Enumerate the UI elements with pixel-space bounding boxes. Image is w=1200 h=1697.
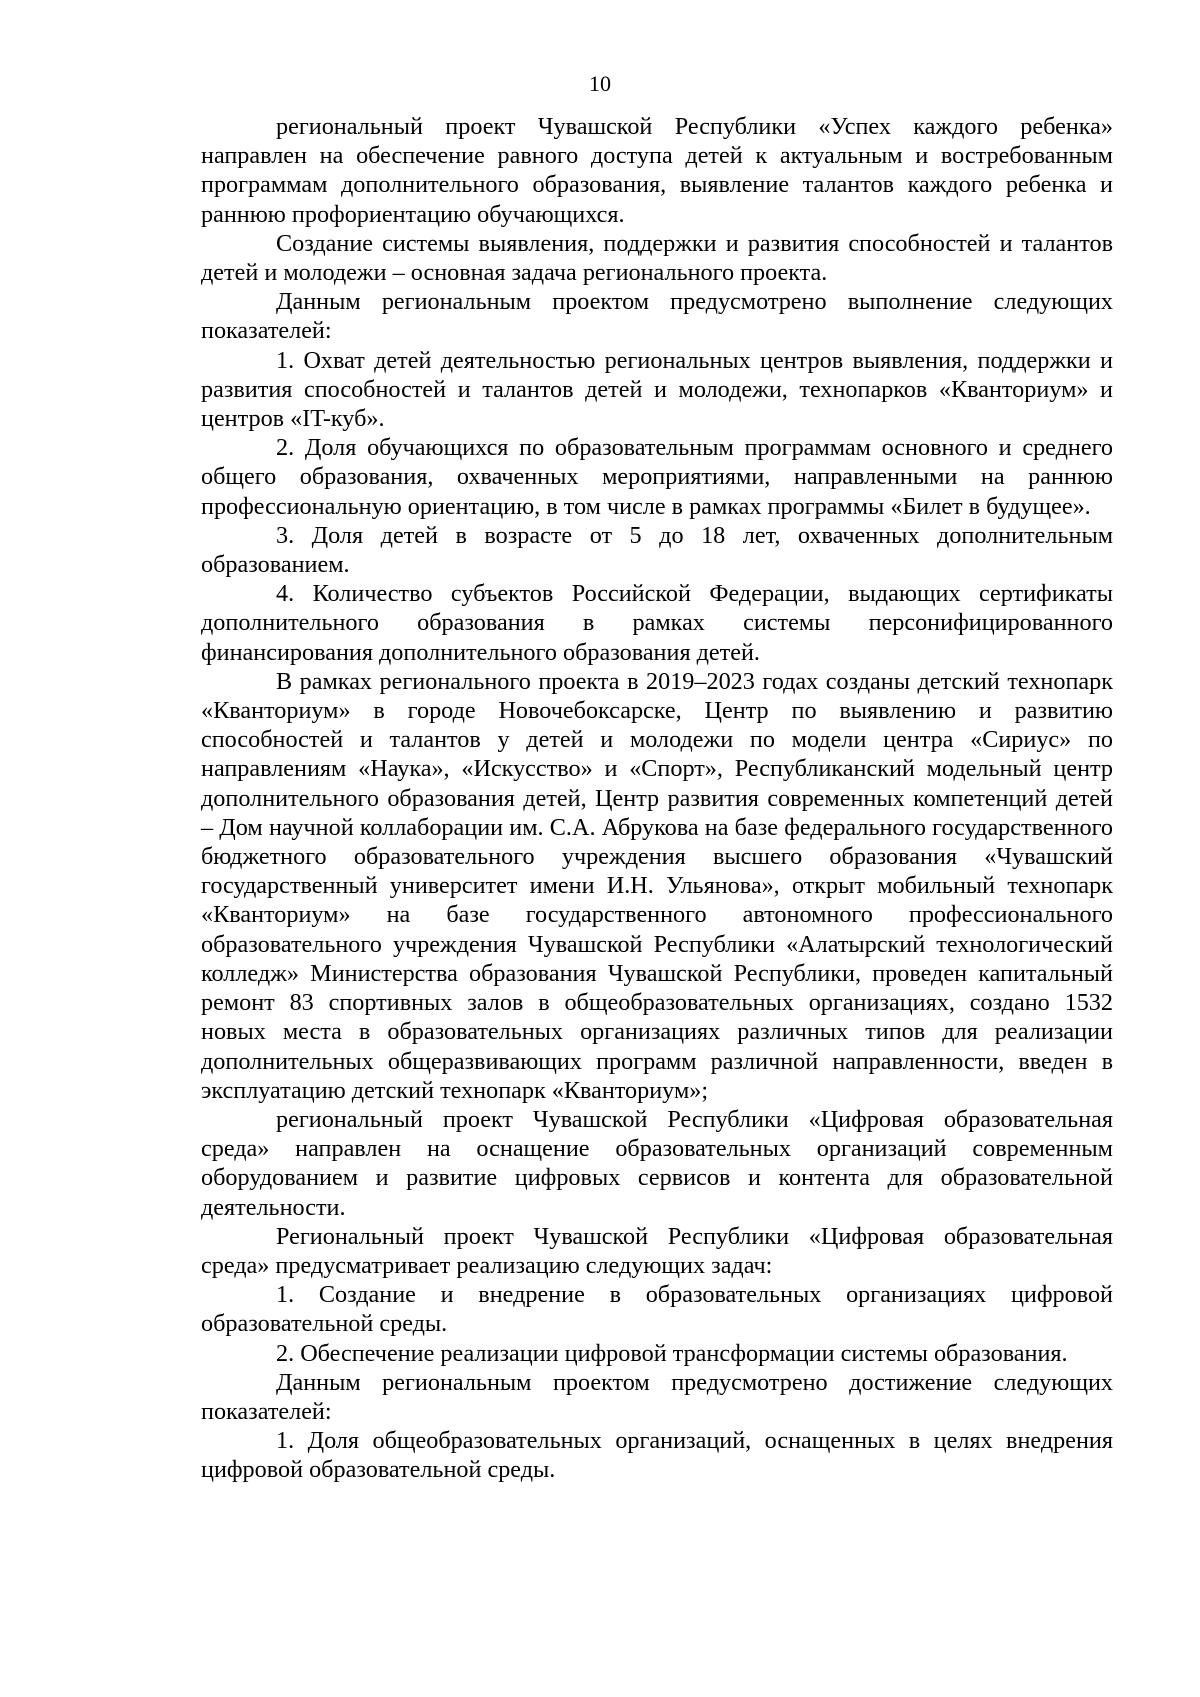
paragraph-digital-tasks-intro: Региональный проект Чувашской Республики «Цифровая образовательная среда» предусматривает реализацию следующих задач: [201, 1222, 1113, 1279]
page-number: 10 [589, 71, 611, 96]
paragraph-main-task: Создание системы выявления, поддержки и развития способностей и талантов детей и молодежи – основная задача регионального проекта. [201, 229, 1113, 287]
paragraph-indicator-3: 3. Доля детей в возрасте от 5 до 18 лет, охваченных дополнительным образованием. [201, 521, 1113, 579]
paragraph-indicator-1: 1. Охват детей деятельностью региональных центров выявления, поддержки и развития способностей и талантов детей и молодежи, технопарков «Кванториум» и центров «IT-куб». [201, 346, 1113, 433]
paragraph-digital-indicator-1: 1. Доля общеобразовательных организаций, оснащенных в целях внедрения цифровой образовательной среды. [201, 1427, 1113, 1484]
paragraph-digital-task-1: 1. Создание и внедрение в образовательных организациях цифровой образовательной среды. [201, 1281, 1113, 1338]
paragraph-indicators-intro: Данным региональным проектом предусмотрено выполнение следующих показателей: [201, 288, 1113, 345]
paragraph-digital-project-intro: региональный проект Чувашской Республики «Цифровая образовательная среда» направлен на оснащение образовательных организаций современным оборудованием и развитие цифровых сервисов и контента для образовательной деятельности. [201, 1105, 1113, 1221]
paragraph-digital-indicators-intro: Данным региональным проектом предусмотрено достижение следующих показателей: [201, 1368, 1113, 1425]
paragraph-indicator-2: 2. Доля обучающихся по образовательным программам основного и среднего общего образования, охваченных мероприятиями, направленными на раннюю профессиональную ориентацию, в том числе в рамках программы «Билет в будущее». [201, 434, 1113, 520]
paragraph-success-project-intro: региональный проект Чувашской Республики «Успех каждого ребенка» направлен на обеспечение равного доступа детей к актуальным и востребованным программам дополнительного образования, выявление талантов каждого ребенка и раннюю профориентацию обучающихся. [201, 113, 1113, 228]
document-body [201, 112, 1113, 1485]
paragraph-results-2019-2023: В рамках регионального проекта в 2019–2023 годах созданы детский технопарк «Кванториум» в городе Новочебоксарске, Центр по выявлению и развитию способностей и талантов у детей и молодежи по модели центра «Сириус» по направлениям «Наука», «Искусство» и «Спорт», Республиканский модельный центр дополнительного образования детей, Центр развития современных компетенций детей – Дом научной коллаборации им. С.А. Абрукова на базе федерального государственного бюджетного образовательного учреждения высшего образования «Чувашский государственный университет имени И.Н. Ульянова», открыт мобильный технопарк «Кванториум» на базе государственного автономного профессионального образовательного учреждения Чувашской Республики «Алатырский технологический колледж» Министерства образования Чувашской Республики, проведен капитальный ремонт 83 спортивных залов в общеобразовательных организациях, создано 1532 новых места в образовательных организациях различных типов для реализации дополнительных общеразвивающих программ различной направленности, введен в эксплуатацию детский технопарк «Кванториум»; [201, 667, 1113, 1104]
paragraph-indicator-4: 4. Количество субъектов Российской Федерации, выдающих сертификаты дополнительного образования в рамках системы персонифицированного финансирования дополнительного образования детей. [201, 580, 1113, 666]
paragraph-digital-task-2: 2. Обеспечение реализации цифровой трансформации системы образования. [276, 1339, 1068, 1367]
